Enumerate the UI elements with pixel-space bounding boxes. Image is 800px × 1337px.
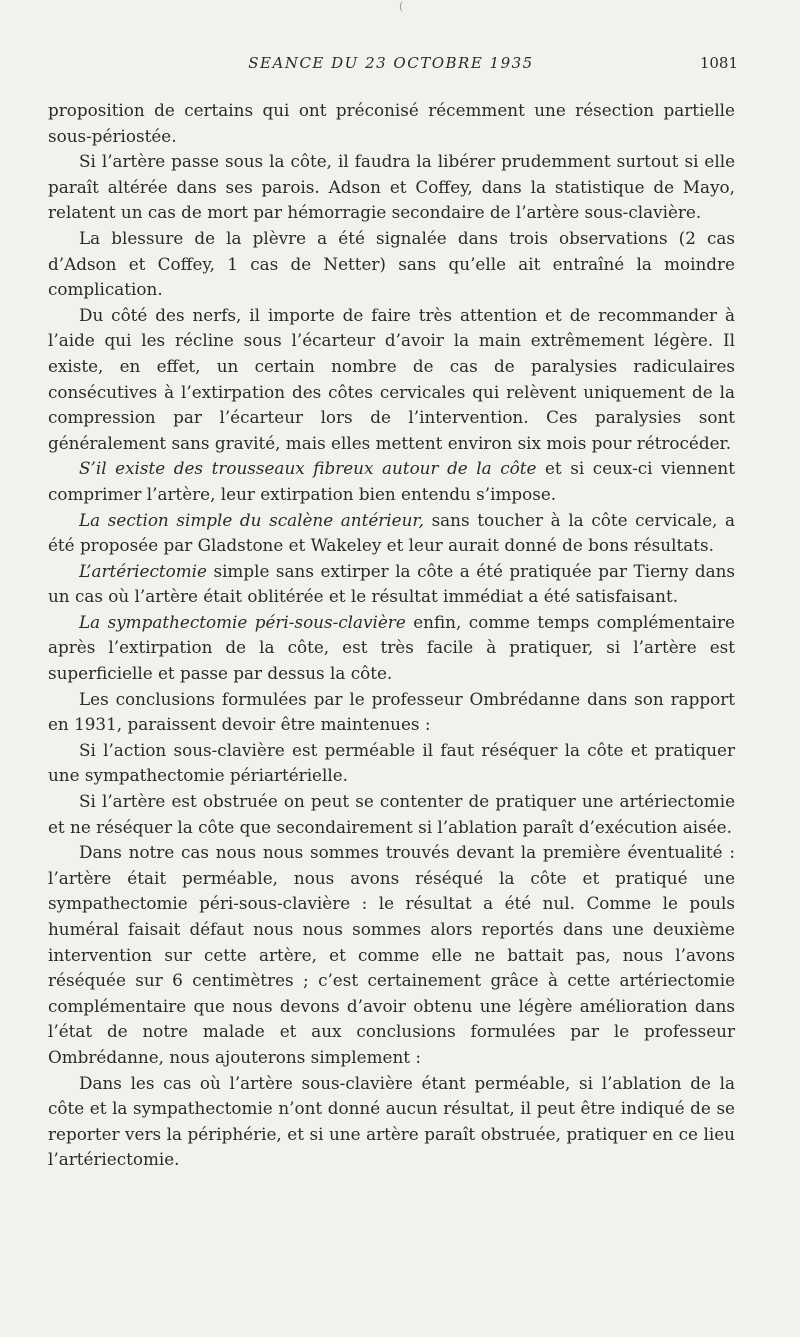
- paragraph-5: [48, 456, 735, 507]
- paragraph-10: [48, 738, 735, 789]
- paragraph-8: [48, 610, 735, 687]
- paragraph-4: [48, 303, 735, 457]
- paragraph-9: [48, 687, 735, 738]
- paragraph-6: [48, 508, 735, 559]
- paragraph-4-text: Du côté des nerfs, il importe de faire très attention et de recommander à l’aide qui les récline sous l’écarteur d’avoir la main extrêmement légère. Il existe, en effet, un certain nombre de cas de paralysies radiculaires consécutives à l’extirpation des côtes cervicales qui relèvent uniquement de la compression par l’écarteur lors de l’intervention. Ces paralysies sont généralement sans gravité, mais elles mettent environ six mois pour rétrocéder.: [48, 304, 735, 453]
- paragraph-3-text: La blessure de la plèvre a été signalée dans trois observations (2 cas d’Adson et Coffey, 1 cas de Netter) sans qu’elle ait entraîné la moindre complication.: [48, 227, 735, 300]
- paragraph-3: [48, 226, 735, 303]
- paragraph-8-italic: La sympathectomie péri-sous-clavière: [79, 611, 406, 632]
- paragraph-6-italic: La section simple du scalène antérieur,: [79, 509, 424, 530]
- paragraph-7-italic: L’artériectomie: [79, 560, 207, 581]
- paragraph-2-text: Si l’artère passe sous la côte, il faudra la libérer prudemment surtout si elle paraît altérée dans ses parois. Adson et Coffey, dans la statistique de Mayo, relatent un cas de mort par hémorragie secondaire de l’artère sous-clavière.: [48, 151, 735, 223]
- paragraph-11-text: Si l’artère est obstruée on peut se contenter de pratiquer une artériectomie et ne réséquer la côte que secondairement si l’ablation paraît d’exécution aisée.: [48, 791, 735, 837]
- paragraph-9-text: Les conclusions formulées par le professeur Ombrédanne dans son rapport en 1931, paraissent devoir être maintenues :: [48, 688, 735, 735]
- paragraph-10-text: Si l’action sous-clavière est perméable il faut réséquer la côte et pratiquer une sympathectomie périartérielle.: [48, 739, 735, 786]
- paragraph-2: [48, 149, 735, 226]
- paragraph-8-text: enfin, comme temps complémentaire après l’extirpation de la côte, est très facile à pratiquer, si l’artère est superficielle et passe par dessus la côte.: [48, 611, 735, 684]
- paragraph-7-text: simple sans extirper la côte a été pratiquée par Tierny dans un cas où l’artère était oblitérée et le résultat immédiat a été satisfaisant.: [48, 560, 735, 607]
- paragraph-13: [48, 1071, 735, 1173]
- paragraph-7: [48, 559, 735, 610]
- paragraph-13-text: Dans les cas où l’artère sous-clavière étant perméable, si l’ablation de la côte et la sympathectomie n’ont donné aucun résultat, il peut être indiqué de se reporter vers la périphérie, et si une artère paraît obstruée, pratiquer en ce lieu l’artériectomie.: [48, 1072, 735, 1170]
- paragraph-6-text: sans toucher à la côte cervicale, a été proposée par Gladstone et Wakeley et leur aurait donné de bons résultats.: [48, 509, 735, 556]
- paragraph-11: [48, 789, 735, 840]
- paragraph-5-text: et si ceux-ci viennent comprimer l’artère, leur extirpation bien entendu s’impose.: [48, 458, 735, 504]
- body-text: [48, 98, 735, 1173]
- page-number: 1081: [699, 54, 738, 72]
- paragraph-12: [48, 840, 735, 1070]
- paragraph-12-text: Dans notre cas nous nous sommes trouvés devant la première éventualité : l’artère était perméable, nous avons réséqué la côte et pratiqué une sympathectomie péri-sous-clavière : le résultat a été nul. Comme le pouls huméral faisait défaut nous nous sommes alors reportés dans une deuxième intervention sur cette artère, et comme elle ne battait pas, nous l’avons réséquée sur 6 centimètres ; c’est certainement grâce à cette artériectomie complémentaire que nous devons d’avoir obtenu une légère amélioration dans l’état de notre malade et aux conclusions formulées par le professeur Ombrédanne, nous ajouterons simplement :: [48, 842, 735, 1067]
- header-title: SEANCE DU 23 OCTOBRE 1935: [248, 54, 534, 72]
- paragraph-5-italic: S’il existe des trousseaux fibreux autour de la côte: [79, 458, 537, 479]
- running-header: [48, 53, 738, 77]
- paragraph-1: [48, 98, 735, 149]
- margin-mark: (: [399, 0, 404, 13]
- paragraph-1-text: proposition de certains qui ont préconisé récemment une résection partielle sous-périostée.: [48, 100, 735, 146]
